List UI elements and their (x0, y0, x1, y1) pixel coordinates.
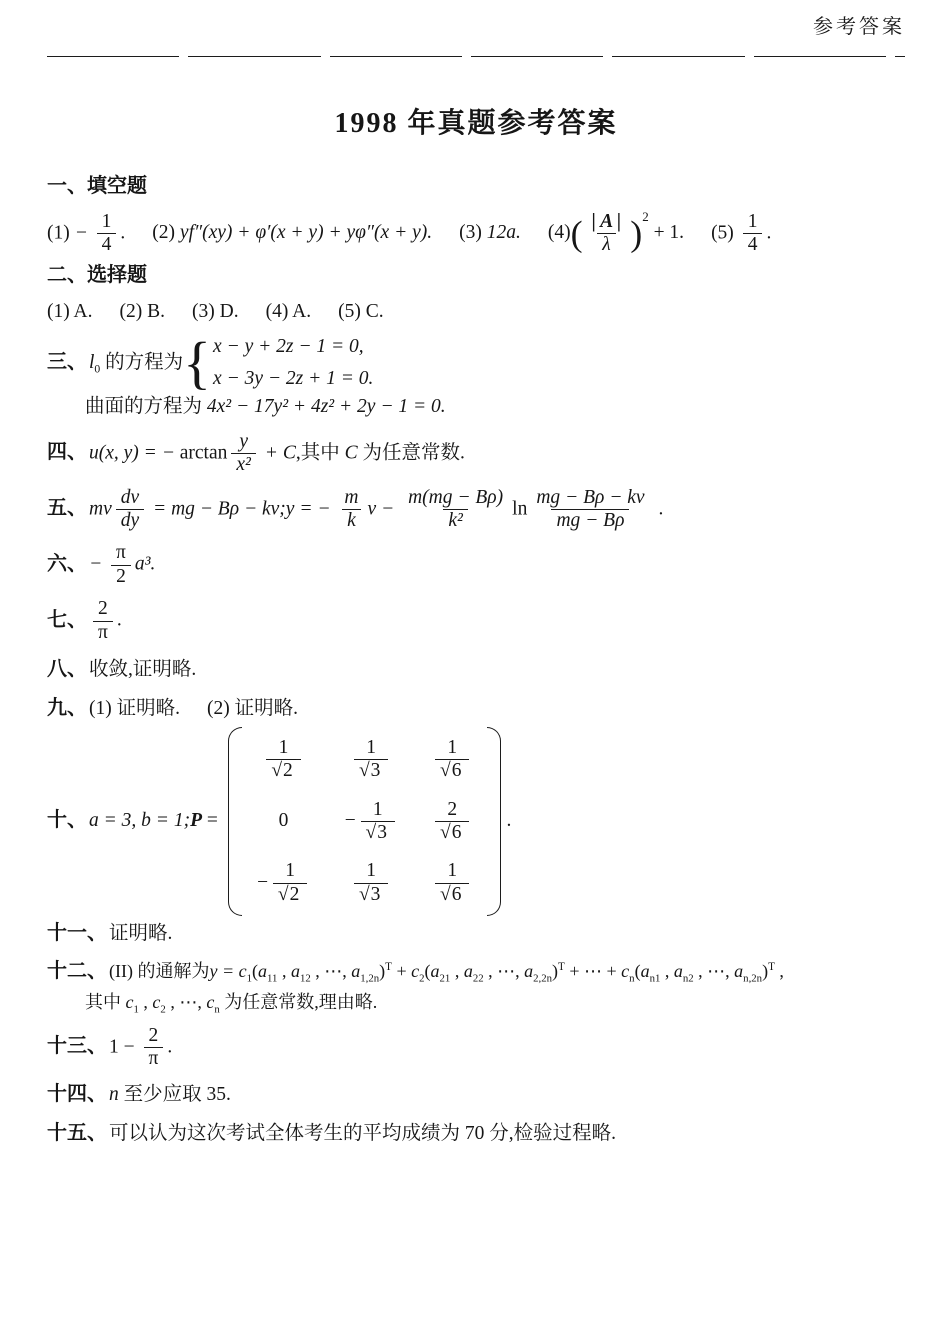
section-11-line (47, 920, 905, 947)
numerator: y (239, 430, 248, 452)
exponent: 2 (642, 209, 649, 224)
section-2-heading: 二、选择题 (47, 264, 147, 287)
radicand: 2 (289, 883, 303, 905)
matrix-symbol: P (190, 809, 202, 831)
matrix-cell (431, 799, 473, 845)
numerator: 1 (447, 860, 458, 882)
section-label: 三、 (47, 350, 87, 373)
chinese-text: (II) 的通解为 (109, 960, 210, 981)
fraction (231, 431, 256, 477)
separator: , ⋯, (310, 960, 352, 981)
subscript: n (629, 972, 635, 985)
subscript: 2 (160, 1003, 166, 1016)
section-3-line1 (47, 330, 905, 396)
minus-sign: − (74, 222, 93, 243)
section-2-answers (47, 299, 905, 325)
denominator (354, 759, 388, 782)
section-13-line (47, 1025, 905, 1071)
chinese-text: ,其中 (295, 442, 345, 464)
section-label: 八、 (47, 658, 87, 681)
subscript: 1 (246, 972, 253, 985)
period: . (167, 1036, 173, 1058)
matrix-left-paren (228, 727, 242, 917)
separator: , ⋯, (693, 960, 735, 981)
plus-ellipsis: + ⋯ + (564, 960, 622, 981)
system-equations (213, 334, 373, 393)
section-9-line (47, 695, 905, 722)
period: . (653, 497, 664, 519)
chinese-text: 其中 (85, 991, 126, 1012)
chinese-text: 的方程为 (100, 351, 184, 373)
section-label: 十四、 (47, 1082, 107, 1105)
denominator (435, 821, 469, 844)
period: . (120, 222, 126, 243)
variable: a (258, 960, 268, 981)
section-1-answers (47, 208, 905, 256)
chinese-text: 为任意常数,理由略. (219, 991, 378, 1012)
subscript: 2,2n (533, 972, 553, 985)
denominator: k (342, 509, 361, 532)
minus-sign: − (343, 810, 357, 832)
denominator (273, 883, 307, 906)
separator: , (450, 960, 464, 981)
variable: a (290, 960, 300, 981)
math-run: a = 3, b = 1; (89, 809, 191, 831)
math-run: 1 − (109, 1036, 140, 1058)
section-label: 十一、 (47, 922, 107, 945)
numerator: 1 (101, 210, 112, 232)
fraction (435, 737, 469, 783)
variable: a (673, 960, 683, 981)
variable: a (463, 960, 473, 981)
denominator: π (93, 621, 113, 644)
subscript: n (214, 1003, 220, 1016)
sqrt-radical: √ (439, 883, 451, 905)
subscript: 12 (299, 972, 311, 985)
section-4-line (47, 431, 905, 477)
denominator (435, 883, 469, 906)
denominator: λ (597, 233, 615, 256)
denominator (354, 883, 388, 906)
numerator: 1 (366, 736, 377, 758)
fraction (273, 860, 307, 906)
variable: c (152, 991, 161, 1012)
matrix-cell (262, 737, 304, 783)
variable: a (430, 960, 440, 981)
function-name: arctan (179, 442, 228, 464)
blank-line-segment (612, 56, 744, 57)
subscript: 11 (267, 972, 278, 985)
fraction (743, 211, 763, 257)
numerator: 1 (278, 736, 289, 758)
fraction (354, 737, 388, 783)
item-number: (5) (711, 222, 739, 243)
math-run: + 1. (648, 222, 685, 243)
variable: a (734, 960, 744, 981)
blank-line-segment (330, 56, 462, 57)
sqrt-radical: √ (277, 883, 289, 905)
chinese-text: 收敛,证明略. (89, 659, 197, 681)
matrix-value: 0 (278, 810, 289, 832)
right-paren: ) (630, 213, 643, 254)
math-run: mv (89, 497, 112, 519)
subscript: 21 (439, 972, 451, 985)
choice-answer: (3) D. (192, 301, 239, 323)
choice-answer: (2) B. (119, 301, 165, 323)
blank-line-dash (895, 56, 905, 57)
denominator: k² (443, 509, 468, 532)
section-label: 六、 (47, 552, 87, 575)
sqrt-radical: √ (271, 760, 283, 782)
blank-line-segment (754, 56, 886, 57)
numerator: 1 (447, 736, 458, 758)
variable: a (351, 960, 361, 981)
radicand: 6 (451, 759, 465, 781)
left-paren: ( (424, 960, 431, 981)
subscript: n2 (682, 972, 694, 985)
variable: c (238, 960, 247, 981)
separator: , (660, 960, 674, 981)
left-paren: ( (252, 960, 259, 981)
math-run: a³. (134, 553, 156, 575)
right-paren: ) (762, 960, 769, 981)
section-3-line2 (47, 394, 905, 420)
matrix-cell (350, 737, 392, 783)
radicand: 2 (282, 759, 296, 781)
section-14-line (47, 1081, 905, 1108)
section-10-line (47, 727, 905, 917)
subscript: 0 (94, 362, 101, 376)
separator: , (138, 991, 153, 1012)
chinese-text: 可以认为这次考试全体考生的平均成绩为 70 分,检验过程略. (109, 1123, 617, 1145)
fraction (116, 487, 144, 533)
answer-item-5 (711, 211, 771, 257)
period: . (506, 809, 512, 831)
blank-line-segment (188, 56, 320, 57)
numerator: dv (120, 486, 140, 508)
chinese-text: 为任意常数. (357, 442, 465, 464)
section-label: 十三、 (47, 1035, 107, 1058)
answer-item-4 (548, 208, 684, 256)
numerator: 2 (148, 1024, 159, 1046)
variable: c (411, 960, 420, 981)
numerator: m (344, 486, 359, 508)
blank-underline-row (47, 53, 905, 57)
variable: C (344, 442, 358, 464)
section-12-line2 (47, 990, 905, 1017)
sqrt-radical: √ (358, 760, 370, 782)
matrix-cell (431, 860, 473, 906)
subscript: 2 (419, 972, 425, 985)
left-brace: { (183, 330, 211, 396)
subscript: 1 (133, 1003, 139, 1016)
numerator: m(mg − Bρ) (408, 486, 504, 508)
subscript: n,2n (743, 972, 763, 985)
minus-sign: − (89, 553, 108, 575)
numerator: 1 (366, 860, 377, 882)
section-label: 十二、 (47, 959, 107, 982)
choice-answer: (4) A. (265, 301, 312, 323)
item-number: (3) (459, 222, 487, 243)
math-run: = mg − Bρ − kv;y = − (148, 497, 336, 519)
answer-item-1 (47, 211, 125, 257)
sqrt-radical: √ (365, 821, 377, 843)
math-run: y = (209, 960, 239, 981)
left-paren: ( (634, 960, 641, 981)
period: . (116, 609, 122, 631)
transpose-superscript: T (558, 960, 565, 973)
variable: c (621, 960, 630, 981)
fraction (339, 487, 363, 533)
fraction (354, 860, 388, 906)
fraction (587, 211, 627, 257)
plus-sign: + (391, 960, 412, 981)
denominator: 4 (97, 233, 117, 256)
item-number: (4) (547, 222, 571, 243)
fraction (93, 598, 113, 644)
subscript: 22 (472, 972, 484, 985)
subscript: n1 (649, 972, 661, 985)
trailing-comma: , (774, 960, 784, 981)
numerator: 1 (747, 210, 758, 232)
section-12-line1 (47, 958, 905, 986)
answer-item-3 (459, 220, 521, 246)
numerator: 1 (285, 860, 295, 882)
section-label: 五、 (47, 496, 87, 519)
sqrt-radical: √ (439, 821, 451, 843)
section-label: 十五、 (47, 1122, 107, 1145)
section-6-line (47, 542, 905, 588)
chinese-text: 证明略. (109, 923, 173, 945)
denominator: π (144, 1047, 164, 1070)
denominator: x² (231, 453, 256, 476)
variable: l (89, 351, 95, 373)
sqrt-radical: √ (358, 883, 370, 905)
equation: 4x² − 17y² + 4z² + 2y − 1 = 0. (206, 396, 446, 418)
section-label: 九、 (47, 697, 87, 720)
blank-line-segment (47, 56, 179, 57)
numerator: 1 (372, 798, 383, 820)
answer-item-2 (152, 220, 432, 246)
transpose-superscript: T (385, 960, 392, 973)
radicand: 6 (451, 821, 465, 843)
numerator: 2 (447, 798, 458, 820)
variable: a (640, 960, 650, 981)
item-number: (2) (152, 222, 180, 243)
separator: , ⋯, (483, 960, 525, 981)
chinese-text: 曲面的方程为 (85, 396, 207, 418)
fraction (435, 860, 469, 906)
section-8-line (47, 656, 905, 683)
variable: n (109, 1083, 119, 1105)
matrix-grid (242, 727, 488, 917)
fraction (403, 487, 508, 533)
denominator (435, 759, 469, 782)
proof-item: (1) 证明略. (89, 698, 180, 720)
function-name: ln (512, 497, 528, 519)
variable: a (524, 960, 534, 981)
right-paren: ) (552, 960, 559, 981)
math-run: + C (259, 442, 296, 464)
numerator: π (116, 542, 126, 564)
matrix-cell (279, 808, 289, 834)
matrix-right-paren (487, 727, 501, 917)
page-title: 1998 年真题参考答案 (334, 108, 618, 139)
separator: , (277, 960, 291, 981)
fraction (144, 1025, 164, 1071)
minus-sign: − (255, 872, 269, 894)
matrix-cell (350, 860, 392, 906)
matrix-cell (256, 860, 312, 906)
section-5-line (47, 487, 905, 533)
numerator: 2 (98, 598, 108, 620)
equals-sign: = (201, 809, 223, 831)
numerator: | A | (591, 210, 622, 232)
item-number: (1) (47, 222, 75, 243)
fraction (266, 737, 300, 783)
matrix-cell (431, 737, 473, 783)
choice-answer: (5) C. (338, 301, 384, 323)
section-1-heading: 一、填空题 (47, 175, 147, 197)
denominator: mg − Bρ (551, 509, 629, 532)
radicand: 6 (451, 883, 465, 905)
equation: x − 3y − 2z + 1 = 0. (213, 368, 374, 390)
equation: x − y + 2z − 1 = 0, (213, 335, 364, 357)
sqrt-radical: √ (439, 760, 451, 782)
section-15-line (47, 1120, 905, 1147)
matrix-cell (343, 799, 399, 845)
denominator: 4 (743, 233, 763, 256)
denominator: 2 (111, 565, 131, 588)
section-label: 十、 (47, 808, 87, 831)
fraction (531, 487, 649, 533)
math-run: 12a. (486, 222, 521, 243)
proof-item: (2) 证明略. (207, 698, 298, 720)
variable: c (125, 991, 134, 1012)
radicand: 3 (376, 821, 390, 843)
section-label: 四、 (47, 441, 87, 464)
fraction (97, 211, 117, 257)
page-corner-label: 参考答案 (813, 16, 905, 38)
numerator: mg − Bρ − kv (536, 486, 645, 508)
separator: , ⋯, (165, 991, 207, 1012)
equation-system (183, 330, 374, 396)
choice-answer: (1) A. (47, 301, 93, 323)
subscript: 1,2n (360, 972, 380, 985)
fraction (361, 799, 395, 845)
transpose-superscript: T (768, 960, 775, 973)
variable: c (206, 991, 215, 1012)
section-7-line (47, 598, 905, 644)
math-run: u(x, y) = − (89, 442, 180, 464)
radicand: 3 (370, 883, 384, 905)
blank-line-segment (471, 56, 603, 57)
radicand: 3 (370, 759, 384, 781)
matrix (228, 727, 502, 917)
fraction (111, 542, 131, 588)
chinese-text: 至少应取 35. (118, 1083, 231, 1105)
period: . (766, 222, 772, 243)
denominator (361, 821, 395, 844)
denominator: dy (116, 509, 144, 532)
math-run: v − (367, 497, 400, 519)
right-paren: ) (379, 960, 386, 981)
left-paren: ( (570, 213, 583, 254)
math-run: yf″(xy) + φ′(x + y) + yφ″(x + y). (179, 222, 433, 243)
fraction (435, 799, 469, 845)
section-label: 七、 (47, 608, 87, 631)
denominator (266, 759, 300, 782)
